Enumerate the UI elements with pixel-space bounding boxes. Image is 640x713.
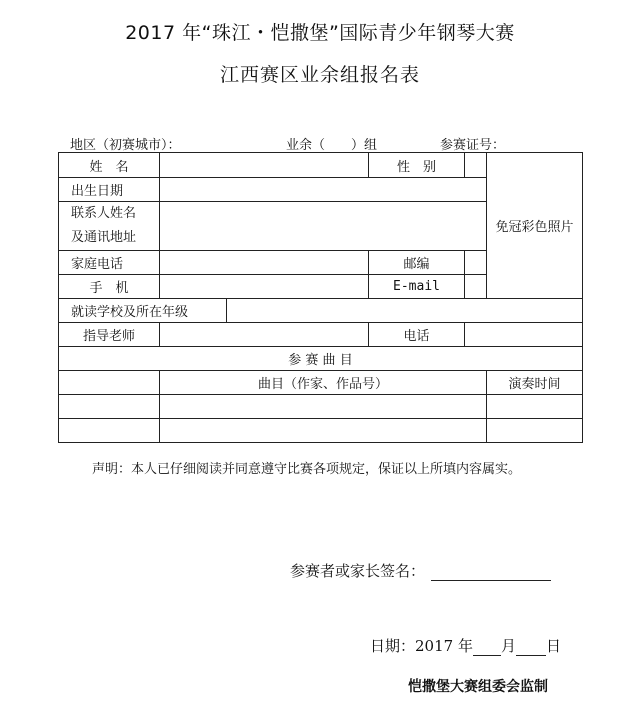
name-field[interactable]	[160, 153, 369, 178]
teacher-label: 指导老师	[59, 323, 160, 347]
contact-label	[59, 202, 160, 251]
photo-box[interactable]: 免冠彩色照片	[487, 153, 583, 299]
contact-label-line-1: 联系人姓名	[71, 206, 137, 221]
region-label: 地区（初赛城市）：	[70, 138, 181, 153]
registration-table	[58, 152, 583, 443]
signature-line	[290, 560, 551, 581]
amateur-group-label: 业余（ ）组	[286, 138, 378, 153]
postcode-label: 邮编	[369, 251, 465, 275]
birth-date-label: 出生日期	[59, 178, 160, 202]
piece-column-header: 曲目（作家、作品号）	[160, 371, 487, 395]
entry-number-label: 参赛证号：	[440, 138, 506, 153]
mobile-label: 手 机	[59, 275, 160, 299]
teacher-field[interactable]	[160, 323, 369, 347]
signature-field[interactable]	[431, 566, 551, 581]
school-label: 就读学校及所在年级	[59, 299, 227, 323]
pieces-header: 参 赛 曲 目	[59, 347, 583, 371]
gender-field[interactable]	[465, 153, 487, 178]
date-line	[370, 635, 561, 656]
organizer-footer: 恺撒堡大赛组委会监制	[408, 679, 548, 695]
phone-label: 电话	[369, 323, 465, 347]
phone-field[interactable]	[465, 323, 583, 347]
piece-row-1-title[interactable]	[160, 395, 487, 419]
home-phone-field[interactable]	[160, 251, 369, 275]
date-prefix: 日期：2017 年	[370, 637, 473, 655]
title-line-1: 2017 年“珠江・恺撒堡”国际青少年钢琴大赛	[125, 22, 515, 44]
piece-row-2-index[interactable]	[59, 419, 160, 443]
title-line-2: 江西赛区业余组报名表	[219, 64, 420, 86]
piece-row-2-title[interactable]	[160, 419, 487, 443]
piece-row-2-duration[interactable]	[487, 419, 583, 443]
email-field[interactable]	[465, 275, 487, 299]
pieces-index-header	[59, 371, 160, 395]
piece-row-1-duration[interactable]	[487, 395, 583, 419]
email-label: E-mail	[369, 275, 465, 299]
signature-label: 参赛者或家长签名：	[290, 562, 426, 580]
duration-column-header: 演奏时间	[487, 371, 583, 395]
piece-row-1-index[interactable]	[59, 395, 160, 419]
month-field[interactable]	[473, 641, 501, 656]
declaration: 声明：本人已仔细阅读并同意遵守比赛各项规定，保证以上所填内容属实。	[92, 462, 522, 477]
birth-date-field[interactable]	[160, 178, 487, 202]
month-label: 月	[500, 637, 516, 655]
contact-label-line-2: 及通讯地址	[71, 230, 137, 245]
contact-field[interactable]	[160, 202, 487, 251]
day-field[interactable]	[516, 641, 546, 656]
day-label: 日	[545, 637, 561, 655]
postcode-field[interactable]	[465, 251, 487, 275]
name-label: 姓 名	[59, 153, 160, 178]
home-phone-label: 家庭电话	[59, 251, 160, 275]
school-field[interactable]	[227, 299, 583, 323]
mobile-field[interactable]	[160, 275, 369, 299]
gender-label: 性 别	[369, 153, 465, 178]
